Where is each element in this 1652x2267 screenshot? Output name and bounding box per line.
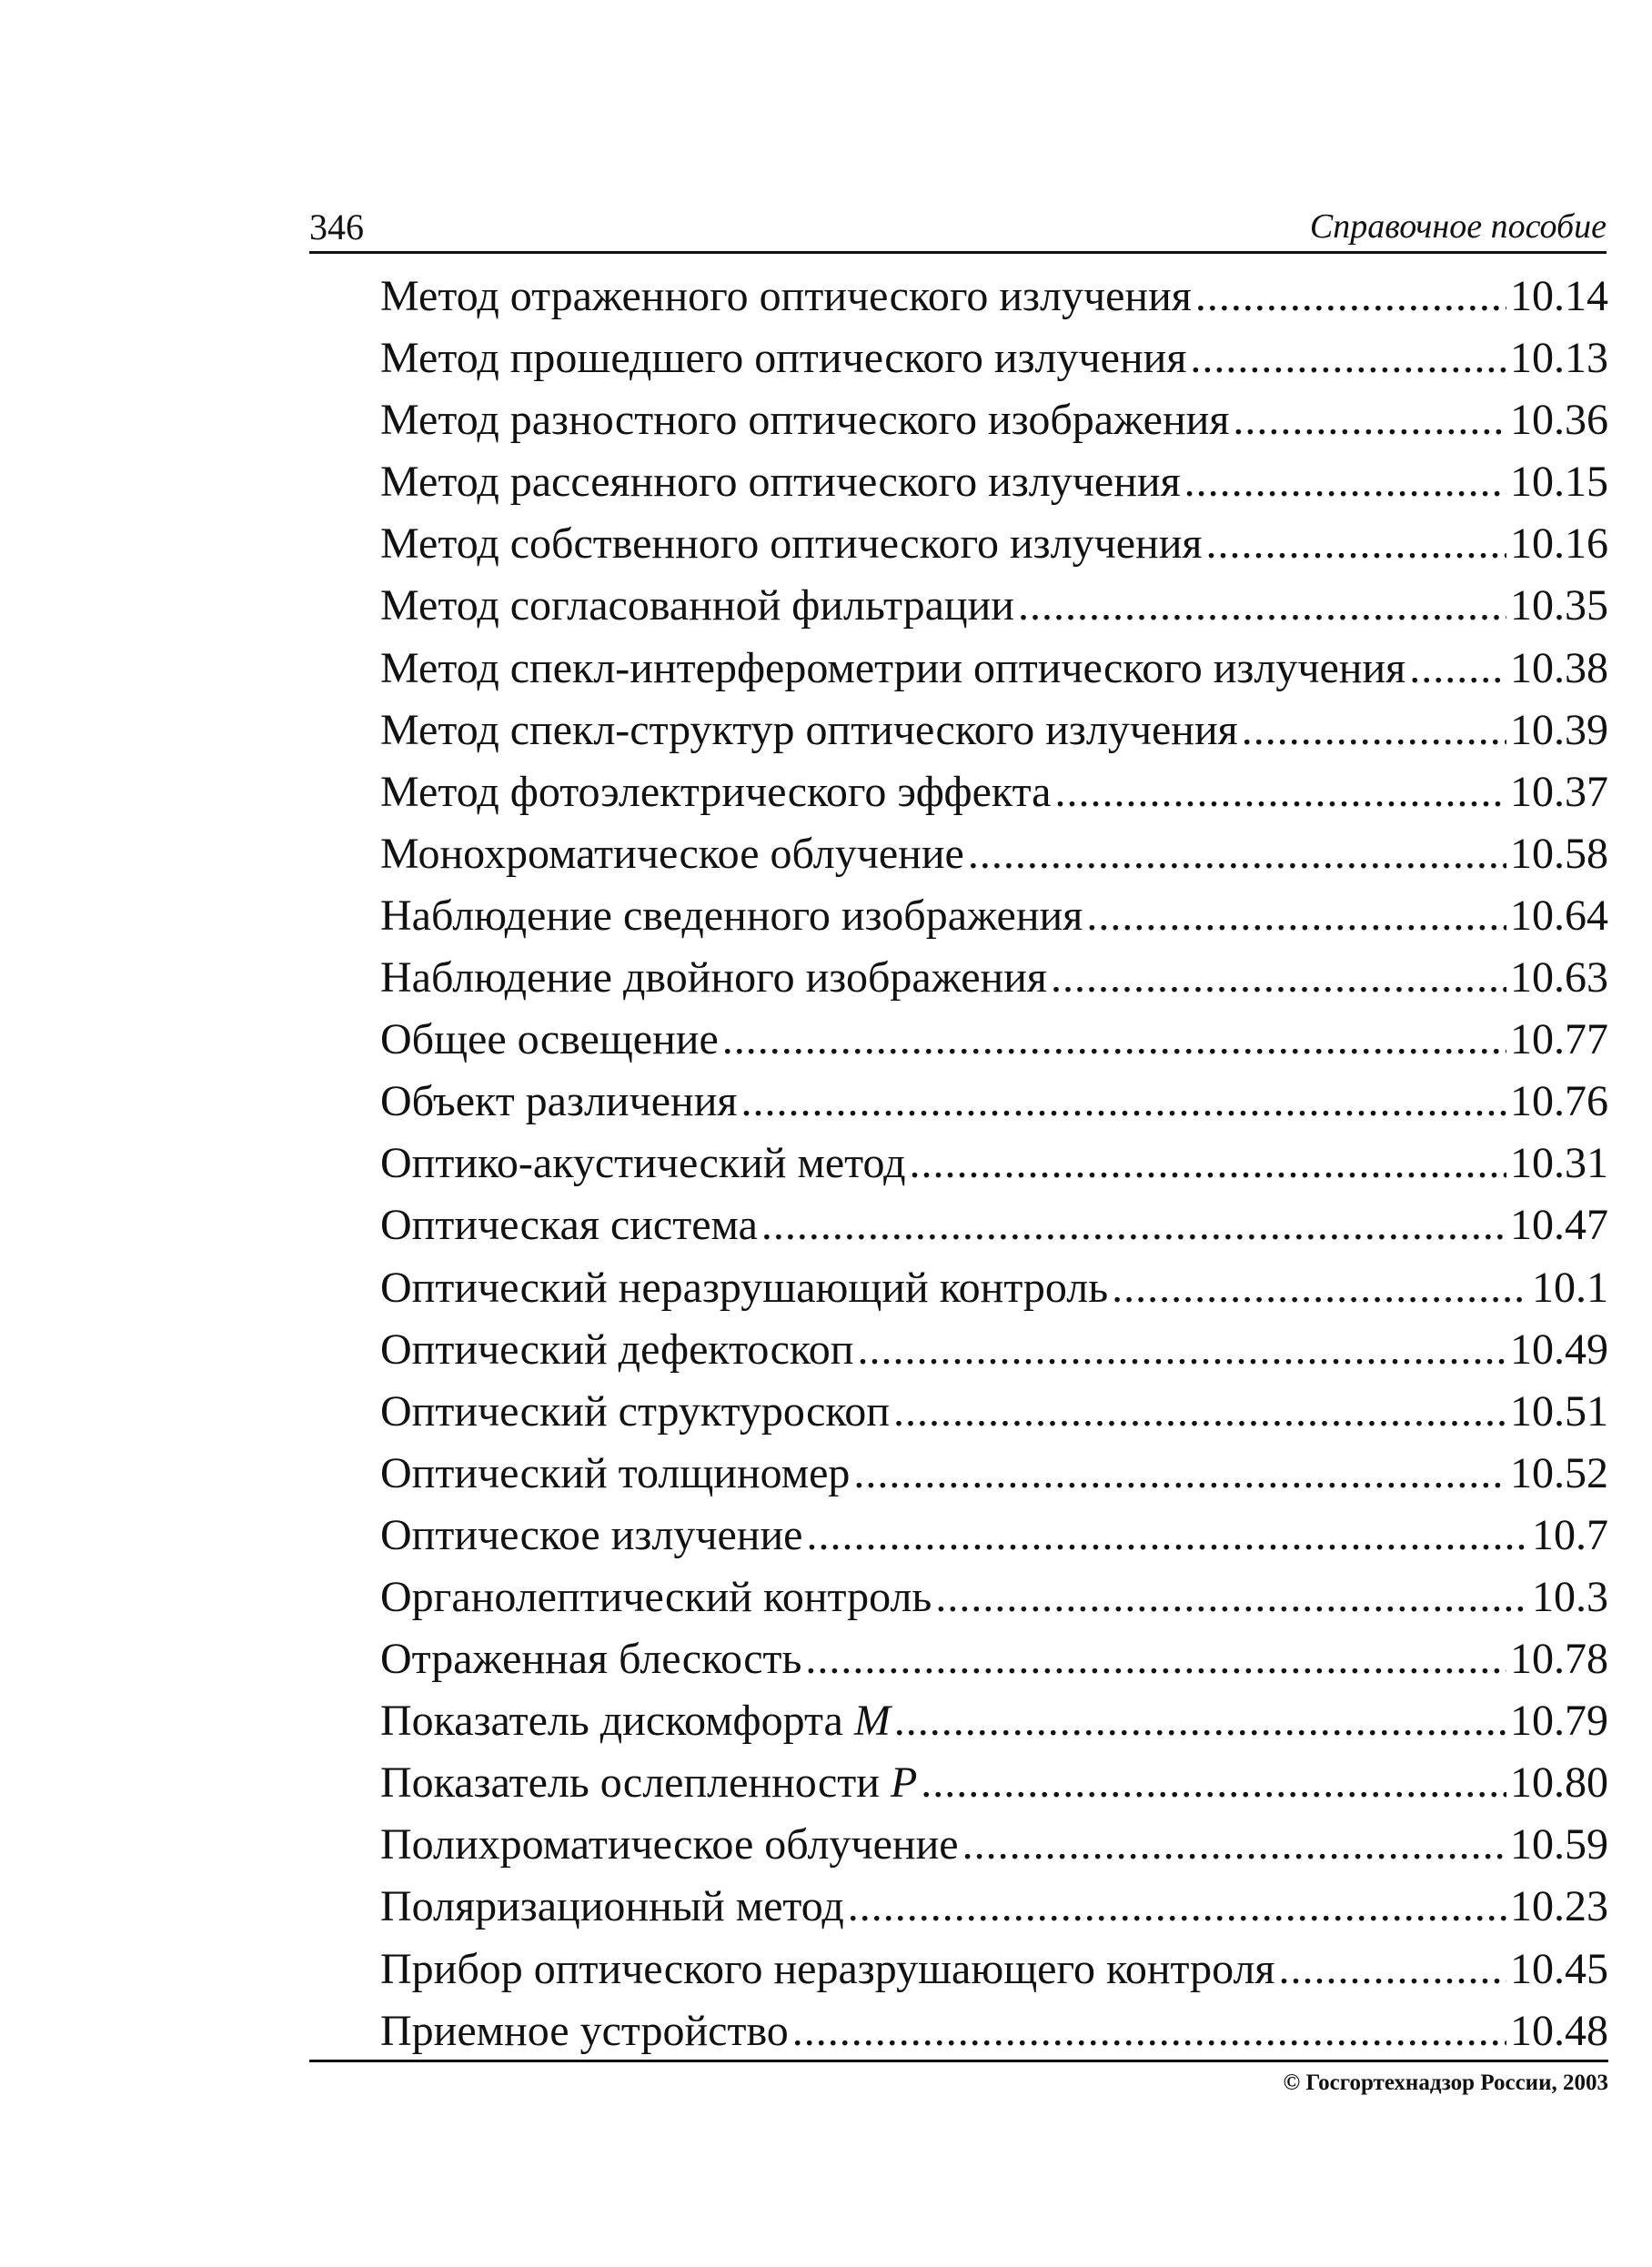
index-term xyxy=(380,1071,737,1133)
index-entry xyxy=(380,1690,1608,1752)
dot-leader xyxy=(806,1505,1528,1567)
index-entry xyxy=(380,1381,1608,1443)
index-term xyxy=(380,1194,758,1256)
index-term-text: Метод согласованной фильтрации xyxy=(380,581,1014,630)
index-reference: 10.15 xyxy=(1510,458,1608,507)
index-entry-list xyxy=(380,266,1608,2062)
dot-leader xyxy=(1242,700,1506,761)
index-entry xyxy=(380,327,1608,389)
index-reference: 10.59 xyxy=(1510,1820,1608,1869)
index-entry xyxy=(380,1009,1608,1071)
index-term-text: Наблюдение двойного изображения xyxy=(380,953,1047,1003)
index-entry xyxy=(380,1876,1608,1938)
index-term-text: Органолептический контроль xyxy=(380,1572,932,1621)
dot-leader xyxy=(921,1752,1506,1814)
index-entry xyxy=(380,2000,1608,2062)
index-entry xyxy=(380,1505,1608,1567)
index-term xyxy=(380,389,1229,451)
index-entry xyxy=(380,1567,1608,1628)
index-term xyxy=(380,1133,906,1194)
page-header xyxy=(309,195,1607,254)
index-reference: 10.13 xyxy=(1510,334,1608,383)
index-entry xyxy=(380,1939,1608,2000)
index-reference: 10.45 xyxy=(1510,1944,1608,1993)
dot-leader xyxy=(1195,266,1506,327)
copyright-notice: © Госгортехнадзор России, 2003 xyxy=(1283,2071,1608,2095)
index-term xyxy=(380,575,1014,637)
index-term xyxy=(380,1319,853,1381)
index-reference: 10.39 xyxy=(1510,705,1608,754)
index-term-text: Прибор оптического неразрушающего контроля xyxy=(380,1944,1275,1993)
dot-leader xyxy=(857,1319,1506,1381)
index-reference: 10.47 xyxy=(1510,1201,1608,1250)
index-term xyxy=(380,1876,844,1938)
index-term xyxy=(380,266,1192,327)
index-reference: 10.38 xyxy=(1510,643,1608,692)
dot-leader xyxy=(1054,761,1506,823)
index-term-text: Оптический неразрушающий контроль xyxy=(380,1263,1109,1312)
index-reference: 10.78 xyxy=(1510,1635,1608,1684)
dot-leader xyxy=(848,1876,1506,1938)
dot-leader xyxy=(1018,575,1506,637)
index-term xyxy=(380,761,1051,823)
index-term xyxy=(380,947,1047,1009)
index-entry xyxy=(380,1194,1608,1256)
index-reference: 10.49 xyxy=(1510,1325,1608,1374)
index-entry xyxy=(380,513,1608,575)
index-reference: 10.63 xyxy=(1510,953,1608,1003)
dot-leader xyxy=(853,1443,1506,1505)
index-entry xyxy=(380,575,1608,637)
dot-leader xyxy=(1184,451,1506,513)
index-term xyxy=(380,885,1083,947)
dot-leader xyxy=(1051,947,1506,1009)
dot-leader xyxy=(1190,327,1506,389)
index-entry xyxy=(380,947,1608,1009)
index-term-text: Объект различения xyxy=(380,1077,738,1126)
index-term-symbol: M xyxy=(853,1697,891,1746)
index-term xyxy=(380,1505,802,1567)
dot-leader xyxy=(740,1071,1506,1133)
dot-leader xyxy=(1409,638,1506,700)
index-term xyxy=(380,1752,917,1814)
index-reference: 10.36 xyxy=(1510,396,1608,445)
index-reference: 10.14 xyxy=(1510,272,1608,320)
footer-rule xyxy=(309,2060,1608,2062)
dot-leader xyxy=(968,823,1506,885)
index-term xyxy=(380,1567,932,1628)
index-reference: 10.51 xyxy=(1510,1386,1608,1436)
index-entry xyxy=(380,266,1608,327)
index-term-text: Наблюдение сведенного изображения xyxy=(380,891,1083,940)
index-entry xyxy=(380,885,1608,947)
index-reference: 10.77 xyxy=(1510,1015,1608,1064)
index-term xyxy=(380,513,1202,575)
index-reference: 10.80 xyxy=(1510,1758,1608,1808)
dot-leader xyxy=(1205,513,1506,575)
index-term xyxy=(380,1009,719,1071)
index-term-text: Показатель ослепленности xyxy=(380,1758,880,1808)
index-term-text: Метод отраженного оптического излучения xyxy=(380,272,1192,320)
running-title: Справочное пособие xyxy=(1309,207,1607,246)
index-term xyxy=(380,638,1405,700)
index-entry xyxy=(380,1319,1608,1381)
index-entry xyxy=(380,451,1608,513)
index-term-text: Поляризационный метод xyxy=(380,1882,844,1931)
index-entry xyxy=(380,638,1608,700)
index-term xyxy=(380,2000,789,2062)
index-reference: 10.3 xyxy=(1532,1572,1608,1621)
index-term-text: Метод прошедшего оптического излучения xyxy=(380,334,1187,383)
index-term xyxy=(380,1381,890,1443)
index-reference: 10.23 xyxy=(1510,1882,1608,1931)
index-term-text: Отраженная блескость xyxy=(380,1635,802,1684)
index-reference: 10.64 xyxy=(1510,891,1608,940)
index-entry xyxy=(380,1257,1608,1319)
index-term-text: Общее освещение xyxy=(380,1015,719,1064)
index-term xyxy=(380,1257,1108,1319)
index-term-text: Оптическая система xyxy=(380,1201,758,1250)
index-term-text: Оптический структуроскоп xyxy=(380,1386,890,1436)
index-term-text: Метод собственного оптического излучения xyxy=(380,519,1203,569)
index-term xyxy=(380,823,964,885)
dot-leader xyxy=(1233,389,1506,451)
dot-leader xyxy=(910,1133,1507,1194)
page-number: 346 xyxy=(309,207,364,247)
index-term-text: Приемное устройство xyxy=(380,2006,789,2055)
index-entry xyxy=(380,761,1608,823)
dot-leader xyxy=(1086,885,1506,947)
index-entry xyxy=(380,1443,1608,1505)
dot-leader xyxy=(761,1194,1506,1256)
index-term-text: Метод спекл-структур оптического излучения xyxy=(380,705,1238,754)
index-entry xyxy=(380,823,1608,885)
index-entry xyxy=(380,700,1608,761)
index-term-text: Оптический дефектоскоп xyxy=(380,1325,854,1374)
index-term-text: Метод спекл-интерферометрии оптического излучения xyxy=(380,643,1406,692)
index-reference: 10.76 xyxy=(1510,1077,1608,1126)
index-term xyxy=(380,1443,850,1505)
index-term-text: Оптико-акустический метод xyxy=(380,1139,906,1188)
index-entry xyxy=(380,1071,1608,1133)
dot-leader xyxy=(935,1567,1528,1628)
dot-leader xyxy=(893,1381,1506,1443)
index-term xyxy=(380,1628,801,1690)
index-reference: 10.16 xyxy=(1510,519,1608,569)
index-reference: 10.79 xyxy=(1510,1697,1608,1746)
index-term xyxy=(380,451,1181,513)
index-term xyxy=(380,1690,891,1752)
index-reference: 10.52 xyxy=(1510,1448,1608,1497)
dot-leader xyxy=(722,1009,1506,1071)
index-term xyxy=(380,1814,959,1876)
dot-leader xyxy=(894,1690,1506,1752)
index-entry xyxy=(380,1814,1608,1876)
index-entry xyxy=(380,1133,1608,1194)
index-term-text: Монохроматическое облучение xyxy=(380,829,964,878)
index-term-text: Оптический толщиномер xyxy=(380,1448,851,1497)
dot-leader xyxy=(1112,1257,1528,1319)
index-term xyxy=(380,700,1238,761)
index-reference: 10.7 xyxy=(1532,1510,1608,1559)
index-term-text: Показатель дискомфорта xyxy=(380,1697,843,1746)
index-term-text: Метод фотоэлектрического эффекта xyxy=(380,767,1052,816)
index-term-symbol: P xyxy=(890,1758,918,1808)
index-term xyxy=(380,327,1186,389)
index-term xyxy=(380,1939,1274,2000)
dot-leader xyxy=(805,1628,1506,1690)
dot-leader xyxy=(792,2000,1506,2062)
index-term-text: Метод рассеянного оптического излучения xyxy=(380,458,1181,507)
index-term-text: Метод разностного оптического изображения xyxy=(380,396,1230,445)
index-entry xyxy=(380,1752,1608,1814)
dot-leader xyxy=(962,1814,1506,1876)
index-term-text: Оптическое излучение xyxy=(380,1510,803,1559)
index-reference: 10.37 xyxy=(1510,767,1608,816)
index-entry xyxy=(380,1628,1608,1690)
index-entry xyxy=(380,389,1608,451)
index-reference: 10.31 xyxy=(1510,1139,1608,1188)
dot-leader xyxy=(1278,1939,1506,2000)
index-reference: 10.48 xyxy=(1510,2006,1608,2055)
index-reference: 10.35 xyxy=(1510,581,1608,630)
index-reference: 10.58 xyxy=(1510,829,1608,878)
index-reference: 10.1 xyxy=(1532,1263,1608,1312)
index-term-text: Полихроматическое облучение xyxy=(380,1820,959,1869)
